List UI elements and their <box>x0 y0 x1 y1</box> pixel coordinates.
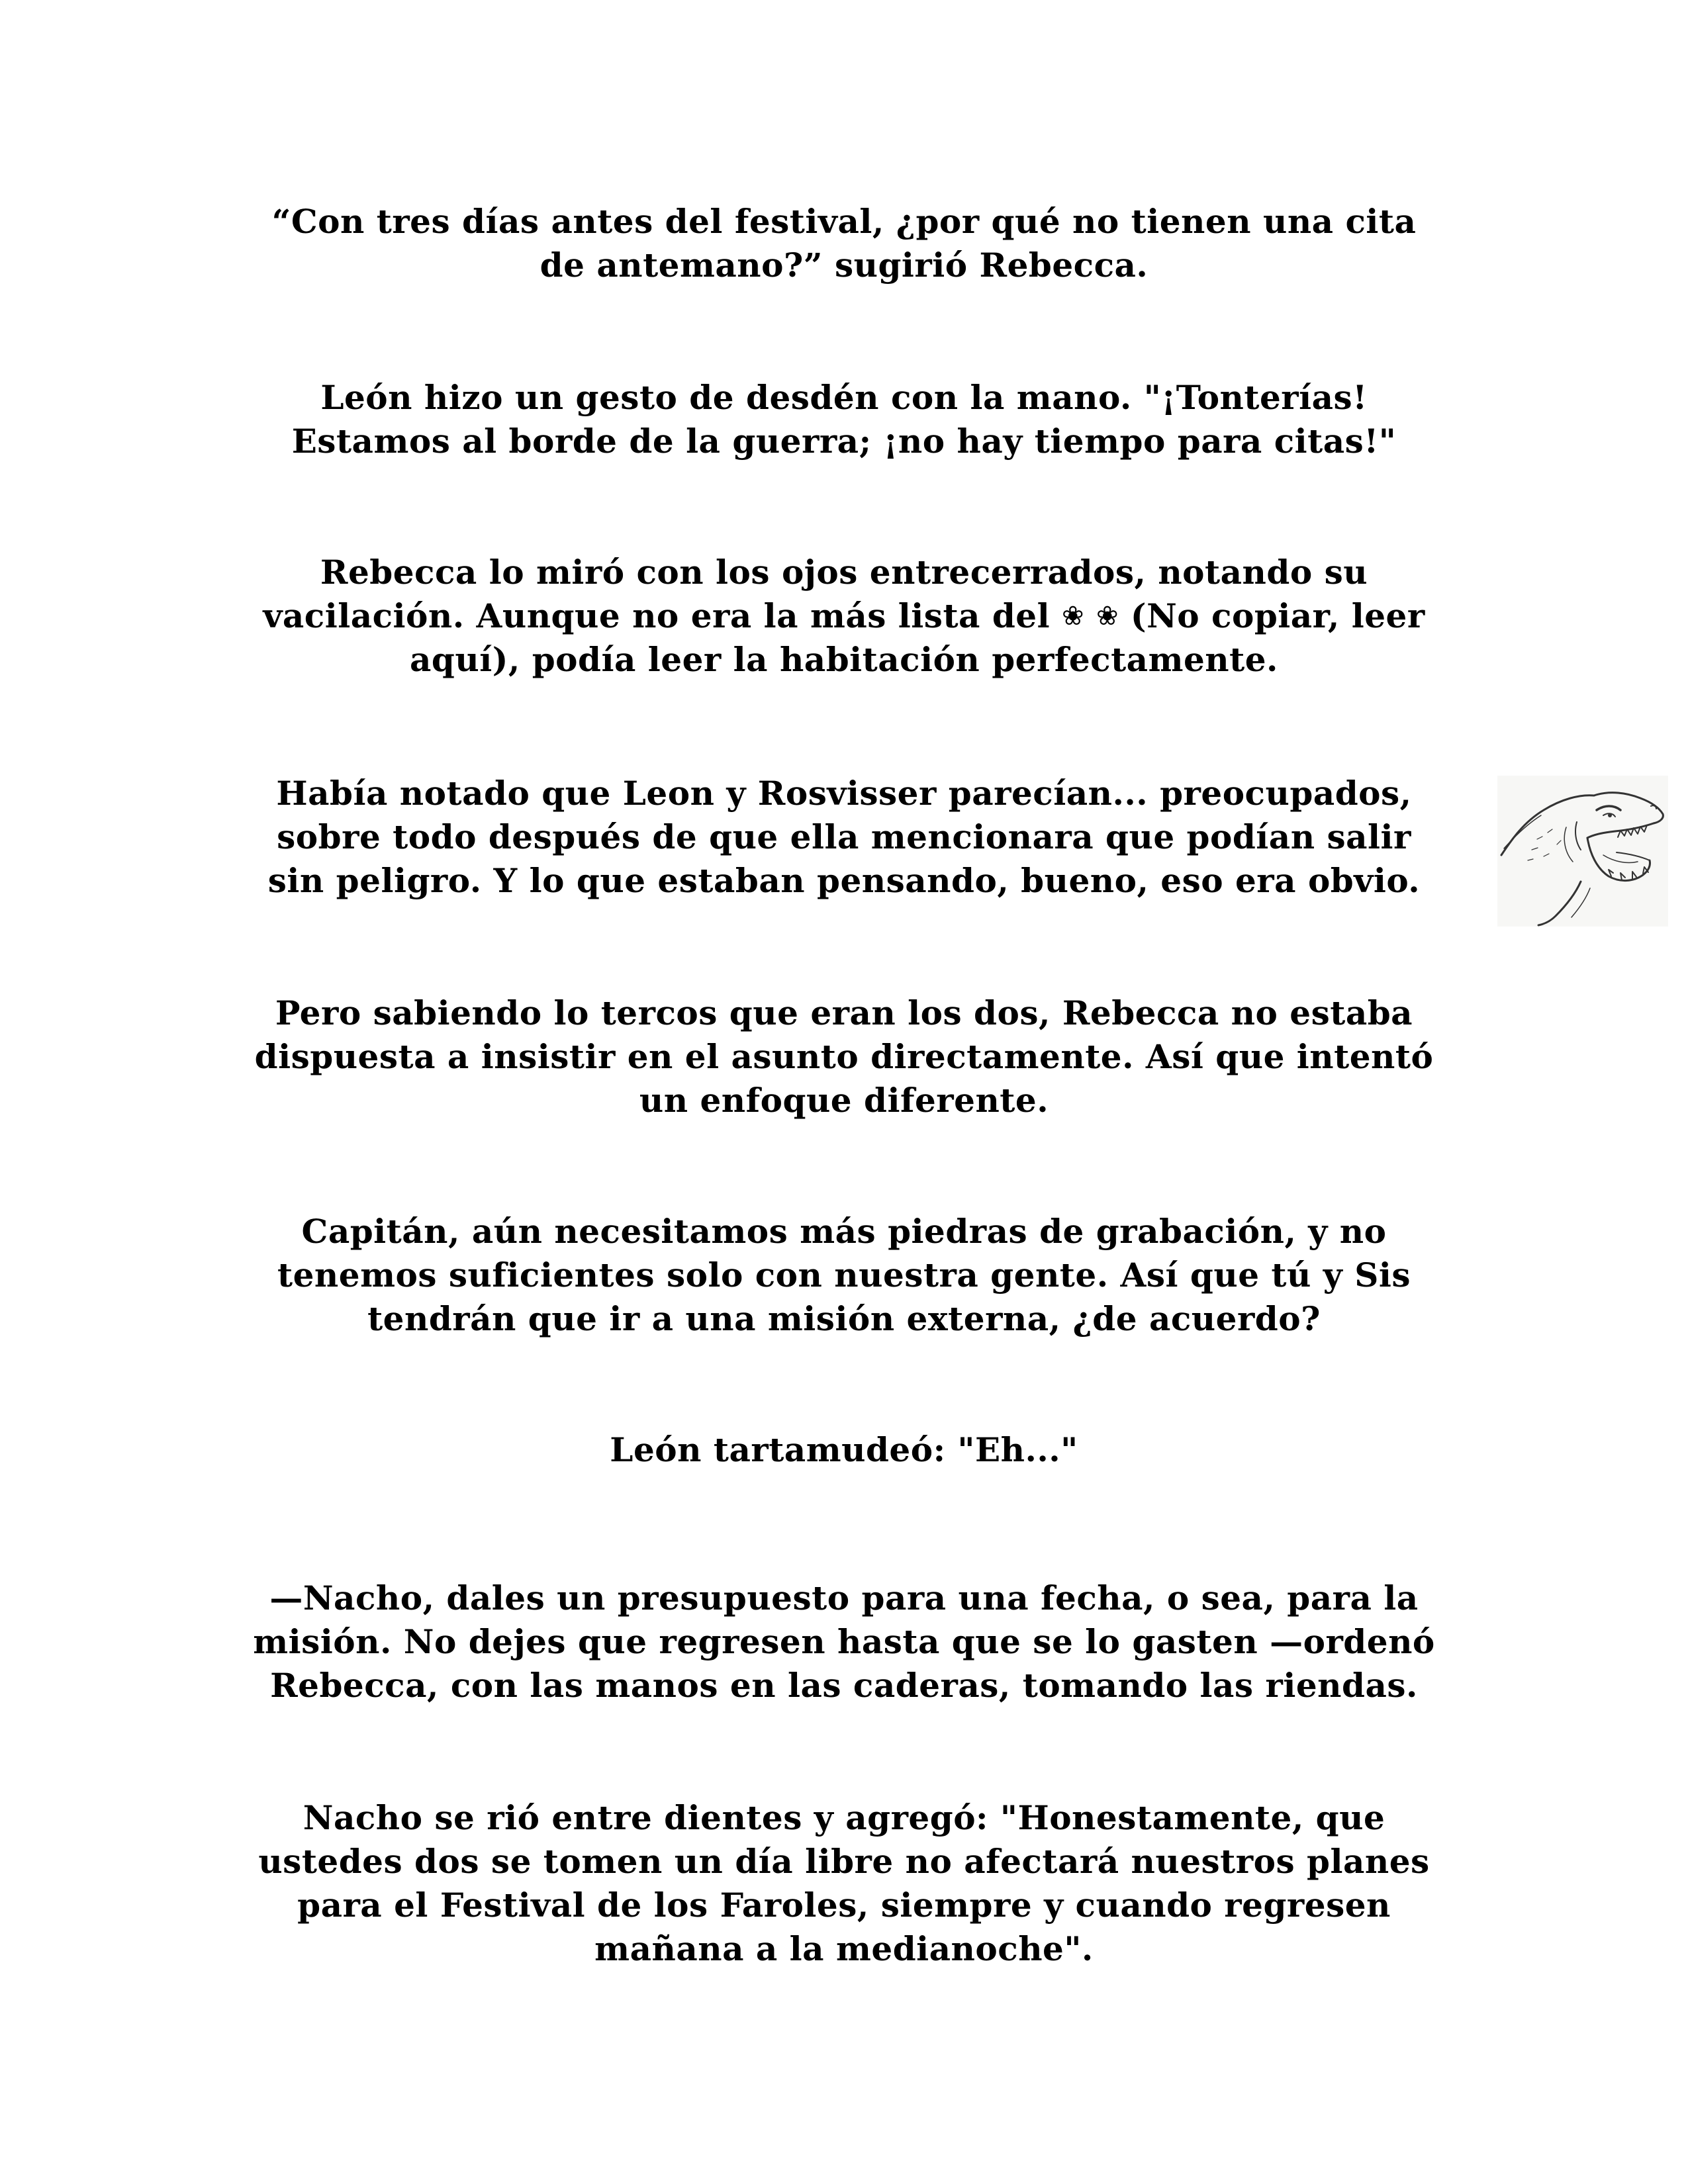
text-line: Había notado que Leon y Rosvisser parecían... preocupados, <box>276 774 1412 813</box>
text-line: tenemos suficientes solo con nuestra gente. Así que tú y Sis <box>277 1255 1411 1295</box>
text-line: Rebecca, con las manos en las caderas, tomando las riendas. <box>270 1666 1418 1705</box>
text-line: “Con tres días antes del festival, ¿por qué no tienen una cita <box>271 202 1417 241</box>
text-line: Estamos al borde de la guerra; ¡no hay tiempo para citas!" <box>291 422 1397 461</box>
text-line: Pero sabiendo lo tercos que eran los dos, Rebecca no estaba <box>275 993 1413 1032</box>
text-line-with-flowers <box>218 594 1470 638</box>
text-line: de antemano?” sugirió Rebecca. <box>539 246 1149 285</box>
paragraph-leon-stammers <box>218 1428 1470 1472</box>
text-line: Rebecca lo miró con los ojos entrecerrados, notando su <box>320 553 1368 592</box>
text-segment: (No copiar, leer <box>1130 596 1425 635</box>
text-line: para el Festival de los Faroles, siempre y cuando regresen <box>297 1886 1391 1925</box>
paragraph-leon-nonsense <box>218 376 1470 463</box>
text-line: León hizo un gesto de desdén con la mano. "¡Tonterías! <box>320 378 1368 417</box>
text-line: sin peligro. Y lo que estaban pensando, bueno, eso era obvio. <box>267 861 1421 900</box>
paragraph-nacho-budget <box>218 1576 1470 1707</box>
paragraph-recording-stones <box>218 1210 1470 1341</box>
text-line: —Nacho, dales un presupuesto para una fecha, o sea, para la <box>269 1578 1419 1617</box>
text-line: dispuesta a insistir en el asunto directamente. Así que intentó <box>254 1037 1434 1076</box>
dinosaur-head-sketch-icon <box>1497 776 1668 927</box>
paragraph-leon-rosvisser <box>218 772 1470 903</box>
flower-icon: ❀ <box>1062 601 1085 631</box>
text-line: sobre todo después de que ella mencionara que podían salir <box>277 817 1411 856</box>
text-line: tendrán que ir a una misión externa, ¿de acuerdo? <box>367 1299 1321 1338</box>
paragraph-nacho-laughs <box>218 1796 1470 1971</box>
flower-icon: ❀ <box>1096 601 1119 631</box>
text-line: misión. No dejes que regresen hasta que se lo gasten —ordenó <box>253 1622 1435 1661</box>
text-line: aquí), podía leer la habitación perfectamente. <box>410 640 1278 679</box>
text-line: Capitán, aún necesitamos más piedras de grabación, y no <box>301 1212 1387 1251</box>
text-line: mañana a la medianoche". <box>594 1929 1094 1968</box>
paragraph-rebecca-observes <box>218 551 1470 682</box>
paragraph-festival-date <box>218 200 1470 287</box>
text-line: Nacho se rió entre dientes y agregó: "Honestamente, que <box>303 1798 1385 1837</box>
text-line: León tartamudeó: "Eh..." <box>610 1430 1078 1469</box>
text-line: un enfoque diferente. <box>639 1081 1049 1120</box>
text-line: ustedes dos se tomen un día libre no afectará nuestros planes <box>258 1842 1430 1881</box>
paragraph-different-approach <box>218 991 1470 1122</box>
text-segment: vacilación. Aunque no era la más lista del <box>263 596 1051 635</box>
